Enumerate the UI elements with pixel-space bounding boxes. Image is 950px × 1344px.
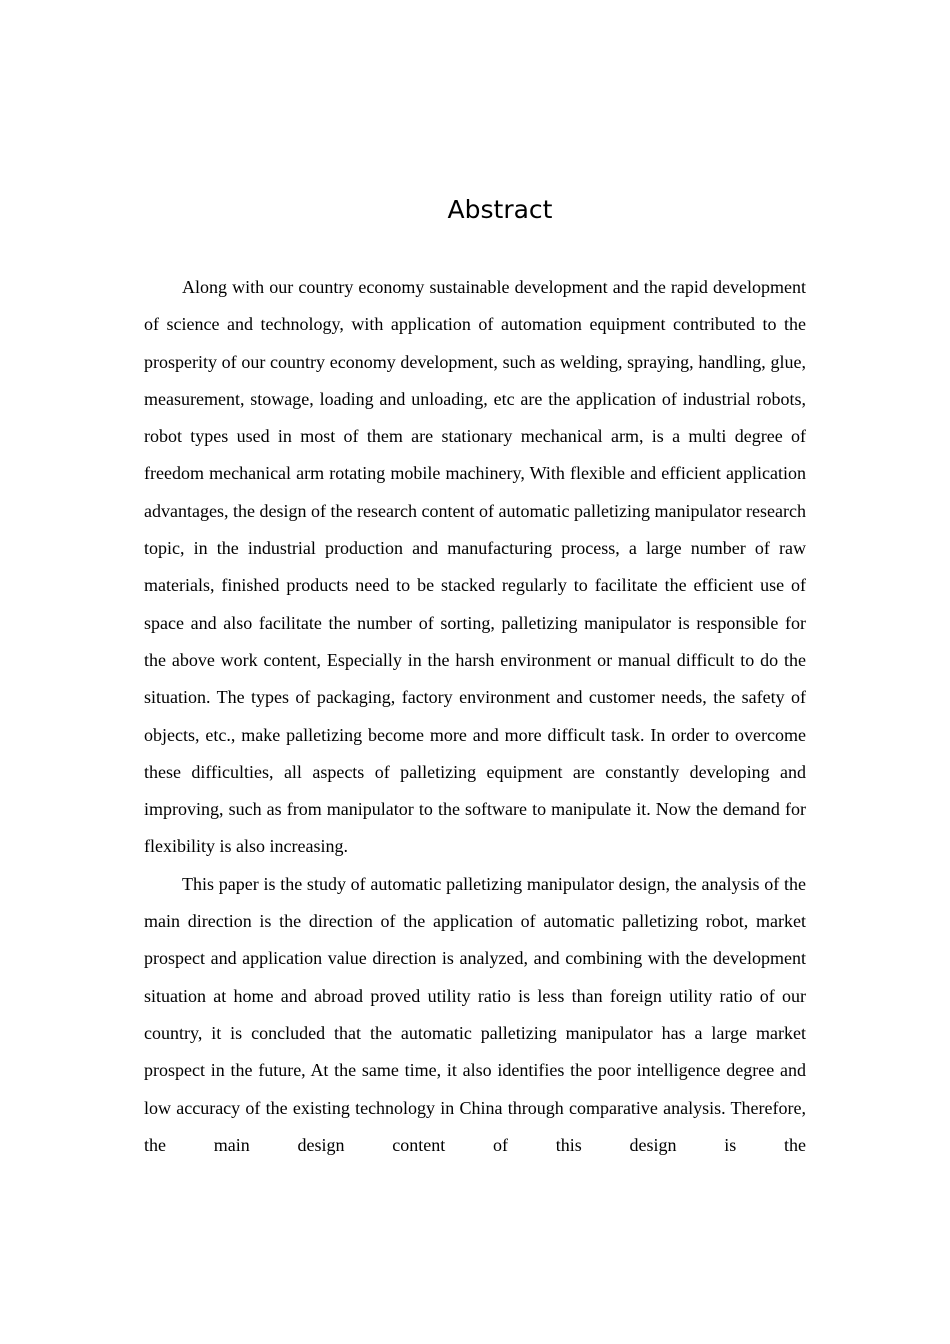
page-title: Abstract	[447, 195, 553, 224]
paragraph: This paper is the study of automatic palletizing manipulator design, the analysis of the main direction is the direction of the application of automatic palletizing robot, market prospect and application value direction is analyzed, and combining with the development situation at home and abroad proved utility ratio is less than foreign utility ratio of our country, it is concluded that the automatic palletizing manipulator has a large market prospect in the future, At the same time, it also identifies the poor intelligence degree and low accuracy of the existing technology in China through comparative analysis. Therefore, the main design content of this design is the	[144, 873, 806, 1155]
abstract-body	[144, 269, 806, 1164]
paragraph: Along with our country economy sustainable development and the rapid development of science and technology, with application of automation equipment contributed to the prosperity of our country economy development, such as welding, spraying, handling, glue, measurement, stowage, loading and unloading, etc are the application of industrial robots, robot types used in most of them are stationary mechanical arm, is a multi degree of freedom mechanical arm rotating mobile machinery, With flexible and efficient application advantages, the design of the research content of automatic palletizing manipulator research topic, in the industrial production and manufacturing process, a large number of raw materials, finished products need to be stacked regularly to facilitate the efficient use of space and also facilitate the number of sorting, palletizing manipulator is responsible for the above work content, Especially in the harsh environment or manual difficult to do the situation. The types of packaging, factory environment and customer needs, the safety of objects, etc., make palletizing become more and more difficult task. In order to overcome these difficulties, all aspects of palletizing equipment are constantly developing and improving, such as from manipulator to the software to manipulate it. Now the demand for flexibility is also increasing.	[144, 277, 806, 857]
